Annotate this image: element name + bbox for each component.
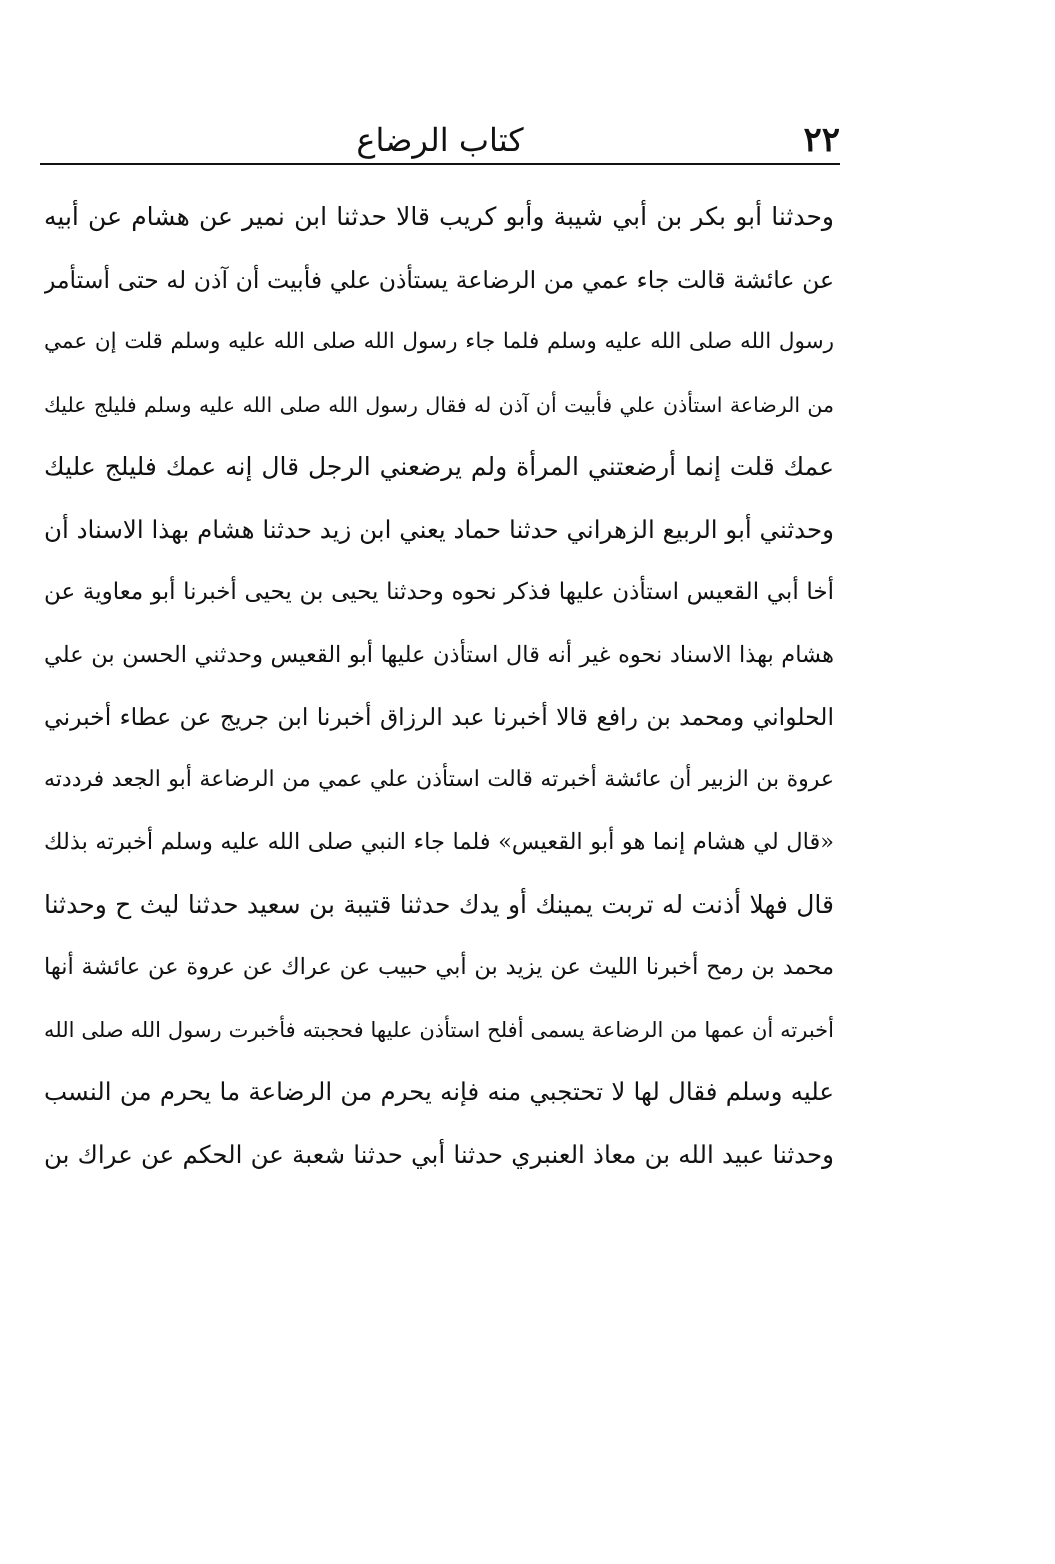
book-title: كتاب الرضاع [356,121,524,159]
page-number: ٢٢ [803,120,840,160]
text-line: محمد بن رمح أخبرنا الليث عن يزيد بن أبي حبيب عن عراك عن عروة عن عائشة أنها [44,954,834,980]
text-line: عمك قلت إنما أرضعتني المرأة ولم يرضعني الرجل قال إنه عمك فليلج عليك [44,452,834,481]
text-line: من الرضاعة استأذن علي فأبيت أن آذن له فقال رسول الله صلى الله عليه وسلم فليلج عليك [44,392,834,417]
text-line: أخا أبي القعيس استأذن عليها فذكر نحوه وحدثنا يحيى بن يحيى أخبرنا أبو معاوية عن [44,579,834,605]
hadith-text [44,186,834,1386]
text-line: قال فهلا أذنت له تربت يمينك أو يدك حدثنا قتيبة بن سعيد حدثنا ليث ح وحدثنا [44,889,834,919]
text-line: عن عائشة قالت جاء عمي من الرضاعة يستأذن علي فأبيت أن آذن له حتى أستأمر [44,265,834,294]
header-rule [40,163,840,165]
text-line: هشام بهذا الاسناد نحوه غير أنه قال استأذن عليها أبو القعيس وحدثني الحسن بن علي [44,641,834,668]
text-line: الحلواني ومحمد بن رافع قالا أخبرنا عبد الرزاق أخبرنا ابن جريج عن عطاء أخبرني [44,703,834,731]
text-line: أخبرته أن عمها من الرضاعة يسمى أفلح استأذن عليها فحجبته فأخبرت رسول الله صلى الله [44,1017,834,1042]
text-line: وحدثني أبو الربيع الزهراني حدثنا حماد يعني ابن زيد حدثنا هشام بهذا الاسناد أن [44,514,834,544]
text-line: «قال لي هشام إنما هو أبو القعيس» فلما جاء النبي صلى الله عليه وسلم أخبرته بذلك [44,829,834,855]
text-line: رسول الله صلى الله عليه وسلم فلما جاء رسول الله صلى الله عليه وسلم قلت إن عمي [44,329,834,354]
text-line: وحدثنا أبو بكر بن أبي شيبة وأبو كريب قالا حدثنا ابن نمير عن هشام عن أبيه [44,202,834,231]
text-line: وحدثنا عبيد الله بن معاذ العنبري حدثنا أبي حدثنا شعبة عن الحكم عن عراك بن [44,1139,834,1169]
text-line: عليه وسلم فقال لها لا تحتجبي منه فإنه يحرم من الرضاعة ما يحرم من النسب [44,1077,834,1106]
text-line: عروة بن الزبير أن عائشة أخبرته قالت استأذن علي عمي من الرضاعة أبو الجعد فرددته [44,766,834,792]
page-header [40,112,840,168]
